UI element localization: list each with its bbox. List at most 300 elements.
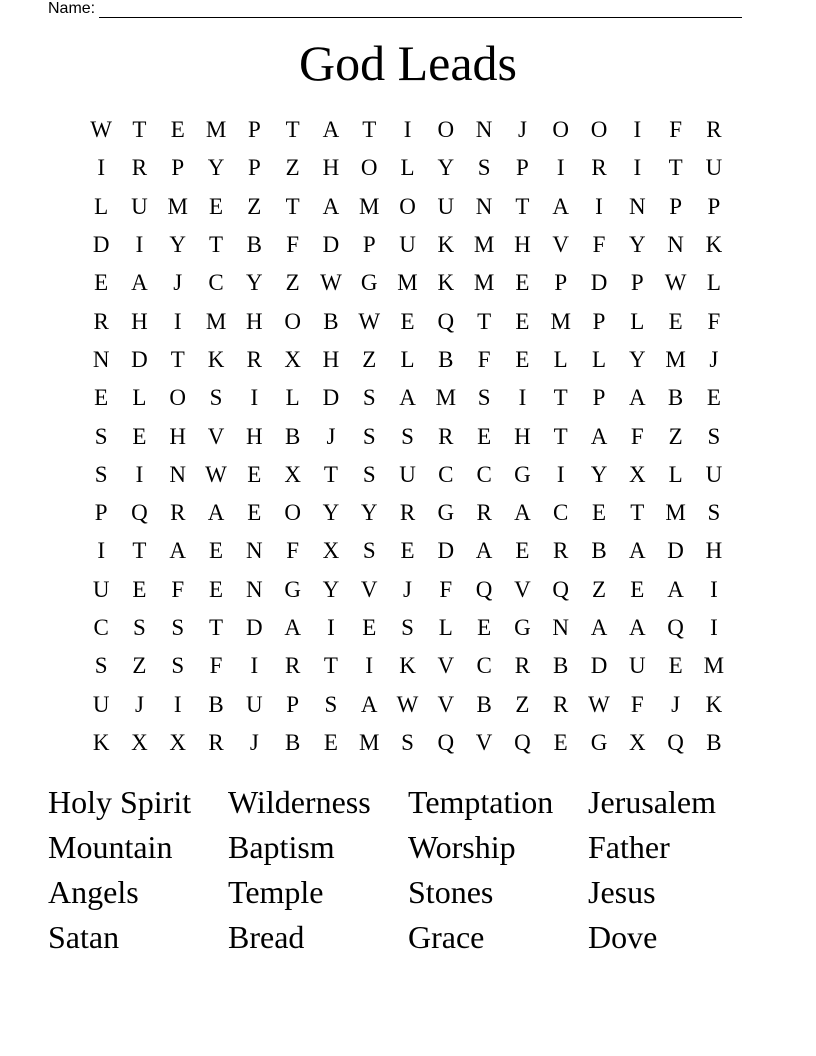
grid-letter: A xyxy=(207,500,225,526)
grid-letter: W xyxy=(664,270,687,296)
grid-letter: Z xyxy=(285,270,300,296)
grid-letter: S xyxy=(362,538,376,564)
grid-letter: A xyxy=(628,538,646,564)
grid-letter: A xyxy=(552,193,570,219)
grid-letter: C xyxy=(438,461,454,487)
grid-letter: D xyxy=(322,385,340,411)
grid-letter: K xyxy=(705,691,723,717)
grid-letter: P xyxy=(94,500,108,526)
grid-letter: T xyxy=(515,193,530,219)
grid-letter: Z xyxy=(285,155,300,181)
grid-letter: F xyxy=(286,538,300,564)
grid-letter: K xyxy=(437,232,455,258)
grid-letter: D xyxy=(437,538,455,564)
grid-letter: I xyxy=(250,653,259,679)
grid-letter: U xyxy=(628,653,646,679)
grid-letter: S xyxy=(362,423,376,449)
word-bank-item: Temptation xyxy=(408,784,554,820)
grid-letter: L xyxy=(132,385,147,411)
grid-letter: B xyxy=(208,691,224,717)
grid-letter: A xyxy=(322,193,340,219)
grid-letter: U xyxy=(92,691,110,717)
grid-letter: S xyxy=(477,155,491,181)
grid-letter: D xyxy=(667,538,684,564)
grid-letter: G xyxy=(514,461,531,487)
grid-letter: V xyxy=(207,423,225,449)
grid-letter: S xyxy=(401,615,414,640)
grid-letter: L xyxy=(630,308,645,334)
grid-letter: W xyxy=(320,270,342,296)
grid-letter: S xyxy=(324,691,338,717)
grid-letter: T xyxy=(285,117,300,143)
grid-letter: A xyxy=(360,691,378,717)
grid-letter: V xyxy=(552,232,570,258)
grid-letter: A xyxy=(514,500,531,526)
grid-letter: I xyxy=(97,155,105,181)
grid-letter: T xyxy=(170,346,185,372)
grid-letter: L xyxy=(591,346,607,372)
grid-letter: L xyxy=(438,615,453,640)
grid-letter: E xyxy=(247,500,262,526)
grid-letter: F xyxy=(592,232,606,258)
grid-letter: O xyxy=(360,155,378,181)
grid-letter: I xyxy=(173,308,182,334)
grid-letter: M xyxy=(397,270,418,296)
grid-letter: E xyxy=(132,423,147,449)
grid-letter: H xyxy=(322,155,340,181)
grid-letter: R xyxy=(553,538,569,564)
grid-letter: E xyxy=(515,270,530,296)
grid-letter: F xyxy=(630,691,644,717)
grid-letter: A xyxy=(590,615,608,640)
grid-letter: Q xyxy=(475,576,493,602)
grid-letter: P xyxy=(247,117,261,143)
grid-letter: Q xyxy=(552,576,570,602)
letter-grid xyxy=(82,111,733,762)
grid-letter: M xyxy=(703,653,725,679)
grid-letter: I xyxy=(135,232,144,258)
grid-letter: H xyxy=(514,232,531,258)
grid-letter: N xyxy=(667,232,684,258)
grid-letter: Y xyxy=(437,155,455,181)
grid-letter: E xyxy=(591,500,607,526)
grid-letter: L xyxy=(668,461,683,487)
grid-letter: W xyxy=(90,117,112,143)
grid-letter: P xyxy=(516,155,529,181)
grid-letter: R xyxy=(591,155,607,181)
grid-letter: I xyxy=(710,576,718,602)
word-bank-item: Temple xyxy=(228,874,324,910)
grid-letter: B xyxy=(246,232,262,258)
grid-letter: R xyxy=(170,500,186,526)
grid-letter: E xyxy=(477,423,492,449)
grid-letter: S xyxy=(94,461,108,487)
grid-letter: V xyxy=(360,576,378,602)
grid-letter: M xyxy=(665,346,686,372)
grid-letter: L xyxy=(94,193,109,219)
grid-letter: M xyxy=(205,308,227,334)
grid-letter: F xyxy=(286,232,300,258)
grid-letter: I xyxy=(633,117,642,143)
grid-letter: S xyxy=(401,423,414,449)
grid-letter: P xyxy=(707,193,721,219)
grid-letter: F xyxy=(707,308,721,334)
grid-letter: X xyxy=(628,461,646,487)
grid-letter: C xyxy=(553,500,569,526)
grid-letter: R xyxy=(514,653,531,679)
grid-letter: G xyxy=(437,500,455,526)
grid-letter: J xyxy=(173,270,183,296)
grid-letter: D xyxy=(131,346,148,372)
grid-letter: E xyxy=(515,346,530,372)
grid-letter: S xyxy=(362,461,376,487)
grid-letter: M xyxy=(665,500,686,526)
grid-letter: V xyxy=(437,653,455,679)
grid-letter: L xyxy=(400,155,415,181)
grid-letter: J xyxy=(403,576,412,602)
grid-letter: P xyxy=(286,691,300,717)
grid-letter: R xyxy=(706,117,722,143)
grid-letter: P xyxy=(630,270,644,296)
grid-letter: D xyxy=(246,615,263,640)
word-bank-item: Grace xyxy=(408,919,485,955)
grid-letter: B xyxy=(438,346,454,372)
name-underline xyxy=(99,3,742,18)
grid-letter: J xyxy=(517,117,527,143)
grid-letter: Q xyxy=(667,615,684,640)
word-bank-item: Baptism xyxy=(228,829,335,865)
grid-letter: Y xyxy=(628,346,646,372)
grid-letter: Q xyxy=(667,729,684,755)
grid-letter: K xyxy=(92,729,110,755)
word-bank-item: Dove xyxy=(588,919,658,955)
grid-letter: Z xyxy=(515,691,530,717)
grid-letter: T xyxy=(362,117,377,143)
grid-letter: E xyxy=(209,538,224,564)
grid-letter: X xyxy=(322,538,340,564)
grid-letter: I xyxy=(250,385,259,411)
grid-letter: R xyxy=(476,500,492,526)
grid-letter: I xyxy=(173,691,182,717)
grid-letter: T xyxy=(553,385,568,411)
grid-letter: Z xyxy=(132,653,147,679)
grid-letter: M xyxy=(473,232,495,258)
grid-letter: S xyxy=(707,500,721,526)
grid-letter: D xyxy=(322,232,340,258)
grid-letter: H xyxy=(705,538,723,564)
grid-letter: R xyxy=(438,423,454,449)
grid-letter: G xyxy=(590,729,608,755)
grid-letter: I xyxy=(633,155,642,181)
grid-letter: V xyxy=(437,691,455,717)
grid-letter: R xyxy=(284,653,301,679)
grid-letter: S xyxy=(133,615,146,640)
grid-letter: I xyxy=(518,385,527,411)
grid-letter: X xyxy=(628,729,646,755)
grid-letter: E xyxy=(362,615,377,640)
grid-letter: U xyxy=(705,155,723,181)
grid-letter: H xyxy=(131,308,148,334)
grid-letter: T xyxy=(132,117,147,143)
grid-letter: N xyxy=(169,461,187,487)
grid-letter: A xyxy=(284,615,301,640)
grid-letter: M xyxy=(550,308,571,334)
grid-letter: I xyxy=(556,461,565,487)
grid-letter: Y xyxy=(169,232,187,258)
grid-letter: H xyxy=(322,346,340,372)
grid-letter: F xyxy=(477,346,491,372)
word-bank-item: Satan xyxy=(48,919,120,955)
grid-letter: N xyxy=(552,615,570,640)
grid-letter: F xyxy=(439,576,453,602)
grid-letter: O xyxy=(169,385,187,411)
grid-letter: T xyxy=(477,308,492,334)
grid-letter: H xyxy=(169,423,187,449)
grid-letter: E xyxy=(706,385,721,411)
grid-letter: P xyxy=(362,232,376,258)
grid-letter: A xyxy=(628,615,646,640)
grid-letter: P xyxy=(554,270,568,296)
grid-letter: I xyxy=(135,461,144,487)
grid-letter: M xyxy=(435,385,457,411)
grid-letter: W xyxy=(358,308,381,334)
grid-letter: L xyxy=(553,346,568,372)
grid-letter: D xyxy=(590,653,608,679)
grid-letter: A xyxy=(399,385,416,411)
grid-letter: J xyxy=(709,346,719,372)
word-bank-item: Mountain xyxy=(48,829,173,865)
grid-letter: E xyxy=(209,193,224,219)
name-label: Name: xyxy=(48,0,96,17)
grid-letter: N xyxy=(628,193,646,219)
grid-letter: X xyxy=(284,346,301,372)
grid-letter: C xyxy=(476,461,492,487)
grid-letter: A xyxy=(322,117,340,143)
grid-letter: C xyxy=(208,270,224,296)
word-bank-item: Holy Spirit xyxy=(48,784,192,820)
grid-letter: Q xyxy=(131,500,148,526)
grid-letter: A xyxy=(667,576,684,602)
grid-letter: Z xyxy=(591,576,607,602)
grid-letter: I xyxy=(365,653,374,679)
grid-letter: R xyxy=(399,500,416,526)
grid-letter: Q xyxy=(514,729,531,755)
grid-letter: S xyxy=(171,615,185,640)
grid-letter: U xyxy=(246,691,263,717)
grid-letter: E xyxy=(515,308,530,334)
grid-letter: E xyxy=(477,615,492,640)
grid-letter: Y xyxy=(322,576,340,602)
grid-letter: S xyxy=(707,423,721,449)
grid-letter: U xyxy=(399,461,416,487)
grid-letter: J xyxy=(326,423,336,449)
grid-letter: E xyxy=(400,308,415,334)
grid-letter: C xyxy=(476,653,492,679)
grid-letter: J xyxy=(249,729,259,755)
grid-letter: B xyxy=(667,385,684,411)
grid-letter: S xyxy=(209,385,223,411)
grid-letter: O xyxy=(552,117,570,143)
grid-letter: E xyxy=(668,308,683,334)
grid-letter: M xyxy=(473,270,495,296)
grid-letter: S xyxy=(94,653,108,679)
grid-letter: H xyxy=(514,423,531,449)
grid-letter: N xyxy=(246,538,263,564)
grid-letter: E xyxy=(170,117,185,143)
grid-letter: E xyxy=(247,461,262,487)
grid-letter: Q xyxy=(437,729,455,755)
grid-letter: G xyxy=(360,270,378,296)
grid-letter: E xyxy=(668,653,683,679)
grid-letter: R xyxy=(93,308,109,334)
grid-letter: H xyxy=(246,308,263,334)
grid-letter: P xyxy=(592,308,606,334)
grid-letter: L xyxy=(400,346,415,372)
grid-letter: O xyxy=(437,117,455,143)
grid-letter: U xyxy=(399,232,416,258)
grid-letter: K xyxy=(207,346,225,372)
grid-letter: T xyxy=(285,193,300,219)
word-bank xyxy=(48,780,768,960)
grid-letter: N xyxy=(475,117,493,143)
grid-letter: E xyxy=(553,729,568,755)
grid-letter: E xyxy=(209,576,224,602)
grid-letter: Y xyxy=(207,155,225,181)
grid-letter: Y xyxy=(246,270,263,296)
grid-letter: E xyxy=(132,576,147,602)
word-bank-item: Jerusalem xyxy=(588,784,716,820)
grid-letter: L xyxy=(706,270,721,296)
grid-letter: O xyxy=(590,117,608,143)
grid-letter: O xyxy=(284,308,301,334)
word-bank-item: Worship xyxy=(408,829,516,865)
grid-letter: U xyxy=(131,193,148,219)
grid-letter: A xyxy=(590,423,608,449)
grid-letter: F xyxy=(171,576,185,602)
grid-letter: M xyxy=(205,117,227,143)
grid-letter: I xyxy=(556,155,565,181)
grid-letter: T xyxy=(553,423,568,449)
grid-letter: K xyxy=(399,653,416,679)
grid-letter: R xyxy=(246,346,262,372)
grid-letter: S xyxy=(94,423,108,449)
grid-letter: Y xyxy=(322,500,340,526)
grid-letter: N xyxy=(475,193,493,219)
grid-letter: B xyxy=(476,691,492,717)
grid-letter: T xyxy=(630,500,645,526)
word-bank-item: Angels xyxy=(48,874,139,910)
page-title: God Leads xyxy=(299,35,517,91)
grid-letter: R xyxy=(208,729,224,755)
grid-letter: E xyxy=(94,270,109,296)
grid-letter: V xyxy=(514,576,531,602)
grid-letter: A xyxy=(131,270,148,296)
grid-letter: W xyxy=(588,691,610,717)
word-bank-item: Father xyxy=(588,829,670,865)
grid-letter: S xyxy=(171,653,185,679)
grid-letter: K xyxy=(437,270,455,296)
grid-letter: B xyxy=(591,538,607,564)
grid-letter: A xyxy=(475,538,493,564)
grid-letter: J xyxy=(671,691,681,717)
grid-letter: Q xyxy=(437,308,455,334)
grid-letter: U xyxy=(705,461,723,487)
grid-letter: Z xyxy=(362,346,377,372)
grid-letter: X xyxy=(284,461,301,487)
grid-letter: I xyxy=(97,538,105,564)
grid-letter: T xyxy=(323,461,338,487)
word-bank-item: Stones xyxy=(408,874,494,910)
grid-letter: W xyxy=(396,691,419,717)
grid-letter: F xyxy=(669,117,682,143)
grid-letter: Z xyxy=(247,193,262,219)
grid-letter: R xyxy=(553,691,569,717)
grid-letter: E xyxy=(323,729,338,755)
grid-letter: F xyxy=(630,423,644,449)
word-bank-item: Jesus xyxy=(588,874,656,910)
grid-letter: N xyxy=(92,346,110,372)
grid-letter: S xyxy=(401,729,414,755)
grid-letter: B xyxy=(323,308,339,334)
grid-letter: Y xyxy=(590,461,608,487)
grid-letter: Y xyxy=(628,232,646,258)
grid-letter: T xyxy=(132,538,147,564)
grid-letter: Z xyxy=(668,423,683,449)
grid-letter: I xyxy=(403,117,412,143)
grid-letter: V xyxy=(475,729,493,755)
grid-letter: T xyxy=(209,232,224,258)
grid-letter: T xyxy=(323,653,338,679)
grid-letter: P xyxy=(171,155,185,181)
grid-letter: A xyxy=(628,385,646,411)
grid-letter: X xyxy=(131,729,148,755)
grid-letter: C xyxy=(93,615,109,640)
grid-letter: I xyxy=(595,193,603,219)
grid-letter: O xyxy=(284,500,301,526)
grid-letter: I xyxy=(327,615,335,640)
grid-letter: E xyxy=(400,538,415,564)
grid-letter: P xyxy=(247,155,261,181)
grid-letter: A xyxy=(169,538,187,564)
grid-letter: B xyxy=(706,729,722,755)
word-bank-item: Bread xyxy=(228,919,305,955)
grid-letter: M xyxy=(167,193,188,219)
grid-letter: N xyxy=(246,576,263,602)
grid-letter: T xyxy=(209,615,224,640)
grid-letter: Y xyxy=(360,500,378,526)
grid-letter: X xyxy=(169,729,187,755)
grid-letter: U xyxy=(437,193,455,219)
grid-letter: D xyxy=(92,232,110,258)
grid-letter: W xyxy=(205,461,227,487)
grid-letter: H xyxy=(246,423,263,449)
grid-letter: E xyxy=(630,576,645,602)
grid-letter: E xyxy=(515,538,530,564)
grid-letter: P xyxy=(669,193,682,219)
grid-letter: F xyxy=(209,653,223,679)
grid-letter: G xyxy=(514,615,531,640)
grid-letter: G xyxy=(284,576,301,602)
grid-letter: K xyxy=(705,232,723,258)
grid-letter: J xyxy=(134,691,144,717)
grid-letter: M xyxy=(359,729,380,755)
grid-letter: U xyxy=(92,576,110,602)
grid-letter: T xyxy=(668,155,683,181)
grid-letter: D xyxy=(590,270,608,296)
grid-letter: I xyxy=(710,615,718,640)
grid-letter: S xyxy=(477,385,491,411)
word-bank-item: Wilderness xyxy=(228,784,371,820)
